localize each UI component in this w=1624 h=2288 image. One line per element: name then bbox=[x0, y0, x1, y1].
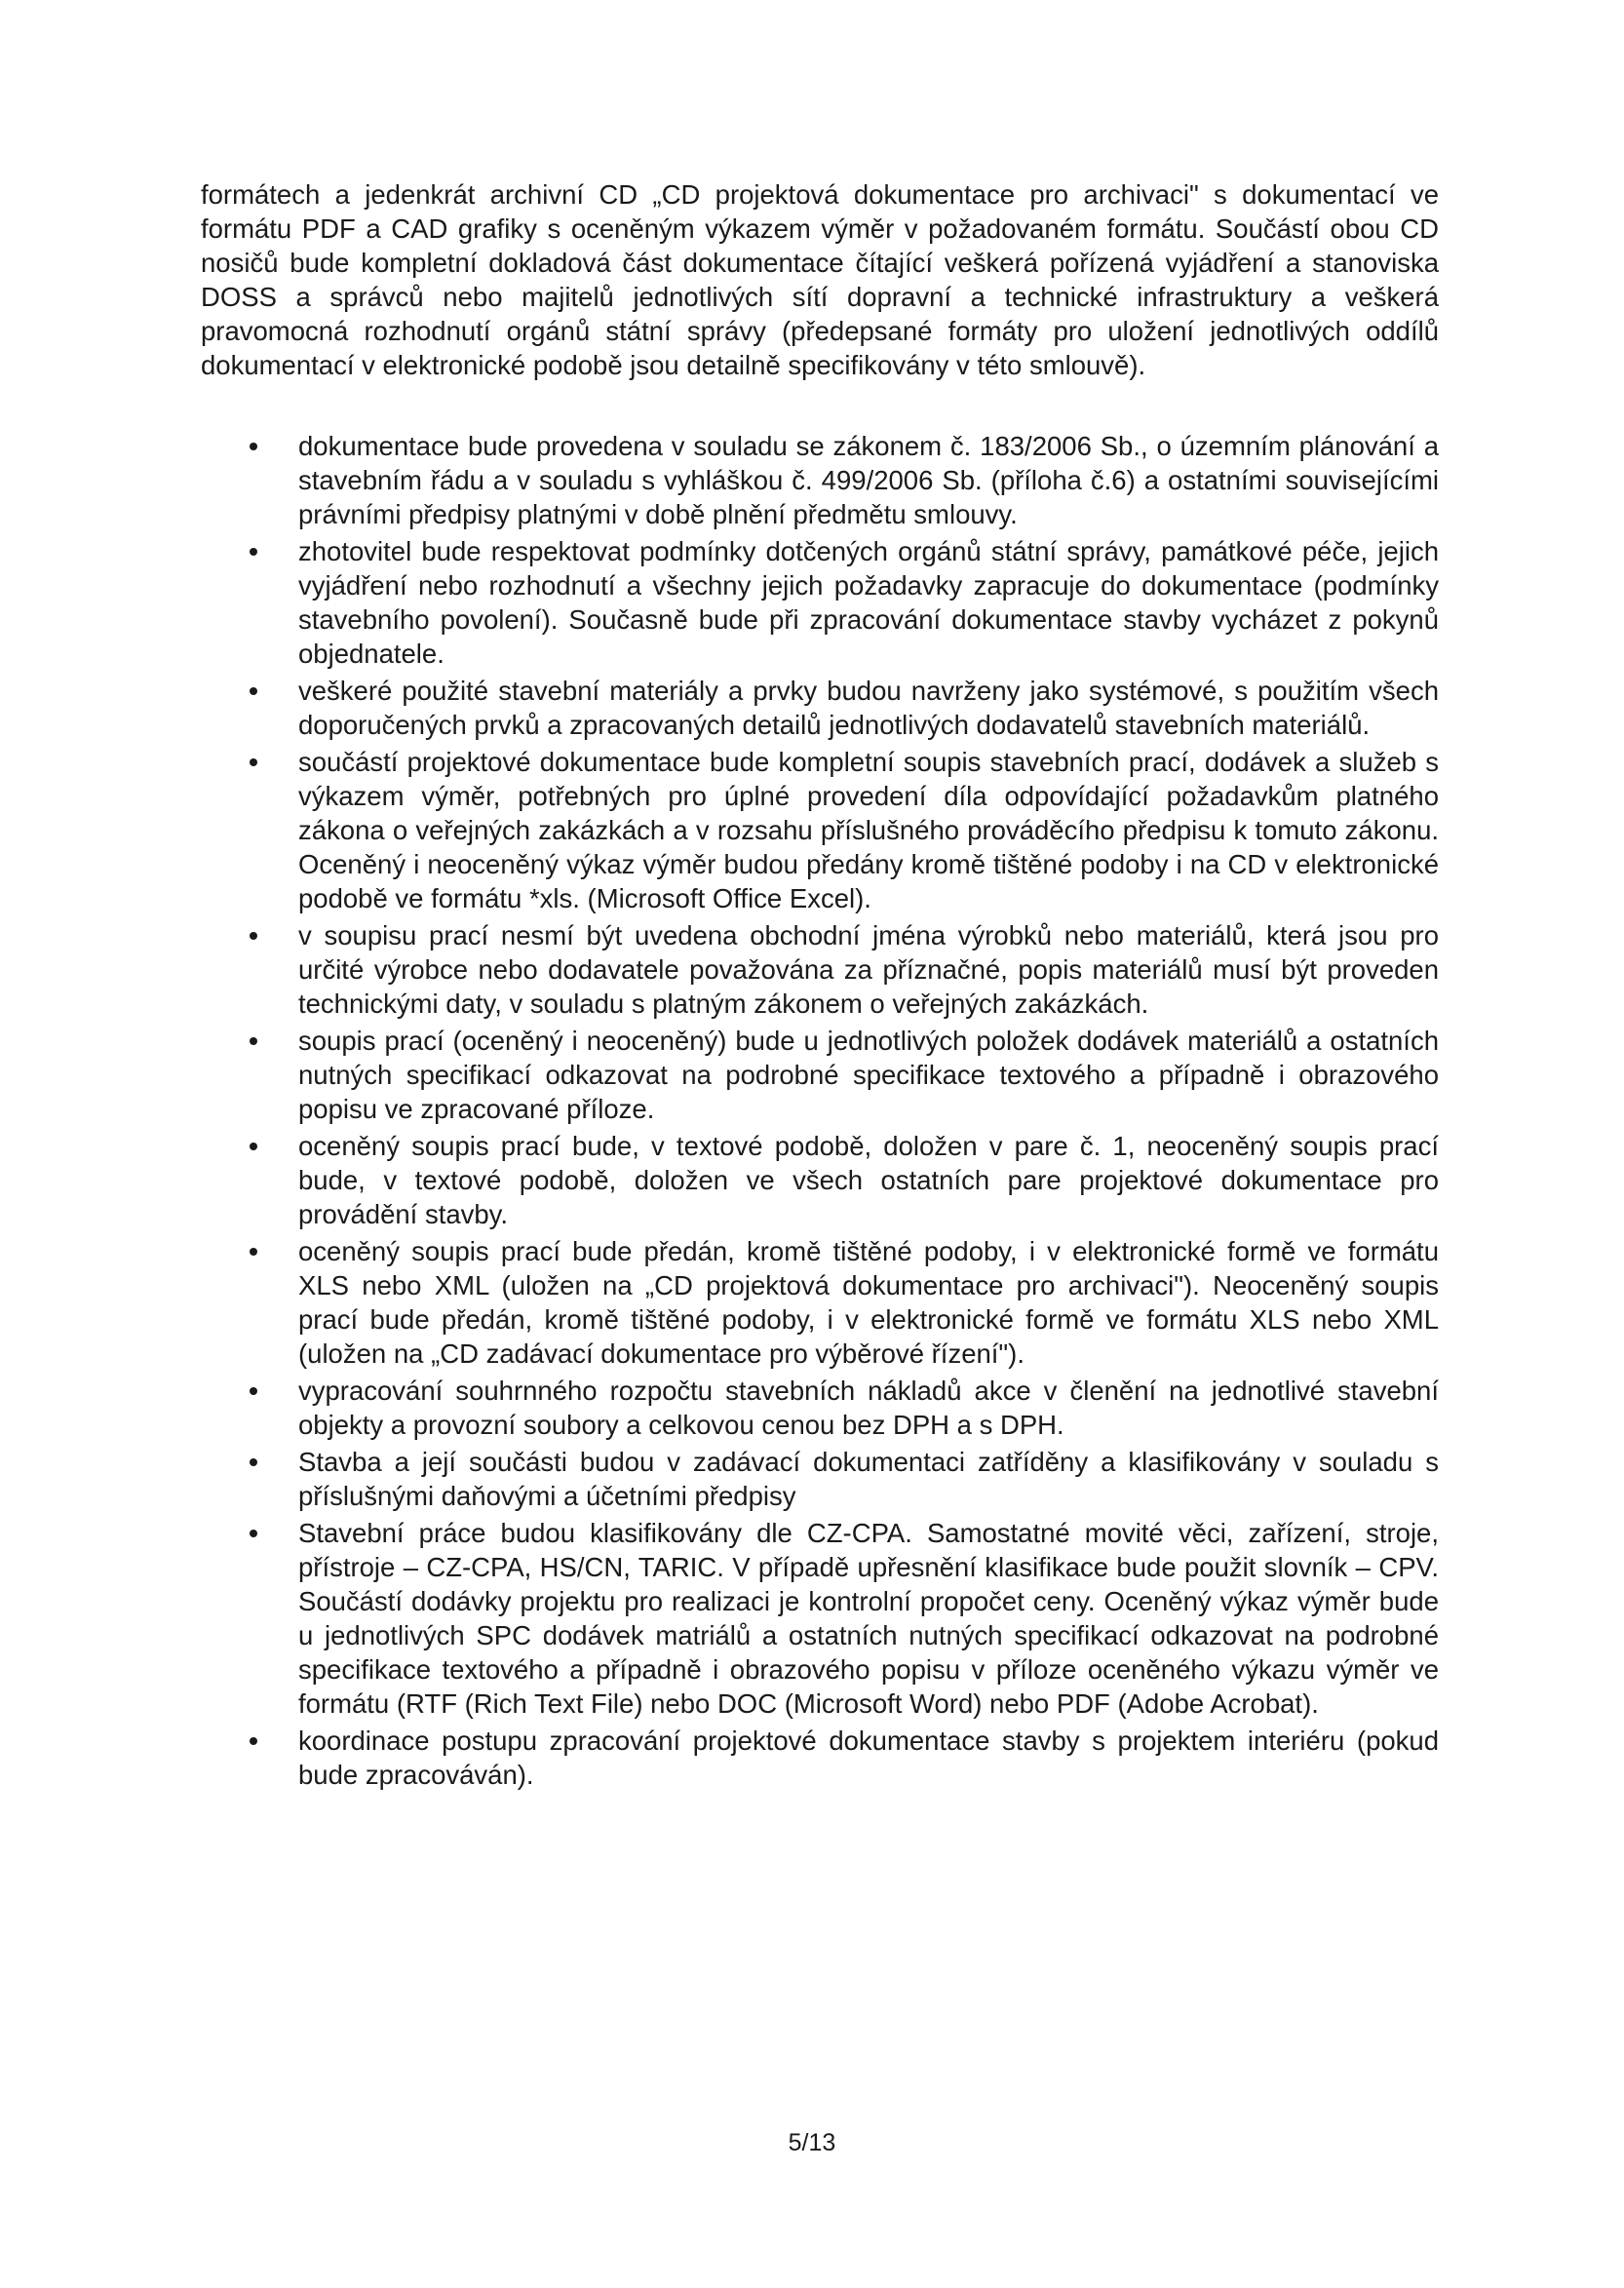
list-item-text: vypracování souhrnného rozpočtu stavebních nákladů akce v členění na jednotlivé stavební objekty a provozní soubory a celkovou cenou bez DPH a s DPH. bbox=[298, 1376, 1439, 1440]
list-item bbox=[201, 674, 1439, 742]
bullet-icon bbox=[250, 548, 257, 556]
list-item-text: oceněný soupis prací bude, v textové podobě, doložen v pare č. 1, neoceněný soupis prací bude, v textové podobě, doložen ve všech ostatních pare projektové dokumentace pro provádění stavby. bbox=[298, 1131, 1439, 1229]
list-item-text: Stavební práce budou klasifikovány dle CZ-CPA. Samostatné movité věci, zařízení, stroje, přístroje – CZ-CPA, HS/CN, TARIC. V případě upřesnění klasifikace bude použit slovník – CPV. Součástí dodávky projektu pro realizaci je kontrolní propočet ceny. Oceněný výkaz výměr bude u jednotlivých SPC dodávek matriálů a ostatních nutných specifikací odkazovat na podrobné specifikace textového a případně i obrazového popisu v příloze oceněného výkazu výměr ve formátu (RTF (Rich Text File) nebo DOC (Microsoft Word) nebo PDF (Adobe Acrobat). bbox=[298, 1518, 1439, 1719]
list-item bbox=[201, 745, 1439, 915]
bullet-icon bbox=[250, 1458, 257, 1466]
bullet-icon bbox=[250, 1530, 257, 1537]
list-item bbox=[201, 534, 1439, 671]
list-item-text: Stavba a její součásti budou v zadávací dokumentaci zatříděny a klasifikovány v souladu s příslušnými daňovými a účetními předpisy bbox=[298, 1447, 1439, 1511]
list-item bbox=[201, 1516, 1439, 1721]
list-item-text: zhotovitel bude respektovat podmínky dotčených orgánů státní správy, památkové péče, jejich vyjádření nebo rozhodnutí a všechny jejich požadavky zapracuje do dokumentace (podmínky stavebního povolení). Současně bude při zpracování dokumentace stavby vycházet z pokynů objednatele. bbox=[298, 536, 1439, 669]
list-item-text: součástí projektové dokumentace bude kompletní soupis stavebních prací, dodávek a služeb s výkazem výměr, potřebných pro úplné provedení díla odpovídající požadavkům platného zákona o veřejných zakázkách a v rozsahu příslušného prováděcího předpisu k tomuto zákonu. Oceněný i neoceněný výkaz výměr budou předány kromě tištěné podoby i na CD v elektronické podobě ve formátu *xls. (Microsoft Office Excel). bbox=[298, 747, 1439, 913]
list-item bbox=[201, 1234, 1439, 1371]
list-item-text: koordinace postupu zpracování projektové dokumentace stavby s projektem interiéru (pokud bude zpracováván). bbox=[298, 1726, 1439, 1790]
list-item bbox=[201, 918, 1439, 1021]
list-item bbox=[201, 1129, 1439, 1231]
list-item bbox=[201, 1024, 1439, 1126]
bullet-icon bbox=[250, 687, 257, 695]
requirements-list bbox=[201, 429, 1439, 1792]
page-content bbox=[201, 177, 1439, 1795]
page-number: 5/13 bbox=[788, 2129, 836, 2156]
bullet-icon bbox=[250, 1037, 257, 1045]
list-item bbox=[201, 1445, 1439, 1513]
list-item-text: veškeré použité stavební materiály a prvky budou navrženy jako systémové, s použitím všech doporučených prvků a zpracovaných detailů jednotlivých dodavatelů stavebních materiálů. bbox=[298, 676, 1439, 740]
intro-paragraph: formátech a jedenkrát archivní CD „CD projektová dokumentace pro archivaci" s dokumentací ve formátu PDF a CAD grafiky s oceněným výkazem výměr v požadovaném formátu. Součástí obou CD nosičů bude kompletní dokladová část dokumentace čítající veškerá pořízená vyjádření a stanoviska DOSS a správců nebo majitelů jednotlivých sítí dopravní a technické infrastruktury a veškerá pravomocná rozhodnutí orgánů státní správy (předepsané formáty pro uložení jednotlivých oddílů dokumentací v elektronické podobě jsou detailně specifikovány v této smlouvě). bbox=[201, 179, 1439, 380]
list-item-text: oceněný soupis prací bude předán, kromě tištěné podoby, i v elektronické formě ve formátu XLS nebo XML (uložen na „CD projektová dokumentace pro archivaci"). Neoceněný soupis prací bude předán, kromě tištěné podoby, i v elektronické formě ve formátu XLS nebo XML (uložen na „CD zadávací dokumentace pro výběrové řízení"). bbox=[298, 1236, 1439, 1369]
bullet-icon bbox=[250, 1737, 257, 1745]
bullet-icon bbox=[250, 443, 257, 450]
list-item bbox=[201, 429, 1439, 531]
bullet-icon bbox=[250, 932, 257, 940]
list-item bbox=[201, 1724, 1439, 1792]
bullet-icon bbox=[250, 1248, 257, 1256]
bullet-icon bbox=[250, 758, 257, 766]
list-item-text: dokumentace bude provedena v souladu se zákonem č. 183/2006 Sb., o územním plánování a stavebním řádu a v souladu s vyhláškou č. 499/2006 Sb. (příloha č.6) a ostatními souvisejícími právními předpisy platnými v době plnění předmětu smlouvy. bbox=[298, 431, 1439, 529]
list-item-text: v soupisu prací nesmí být uvedena obchodní jména výrobků nebo materiálů, která jsou pro určité výrobce nebo dodavatele považována za příznačné, popis materiálů musí být proveden technickými daty, v souladu s platným zákonem o veřejných zakázkách. bbox=[298, 920, 1439, 1019]
bullet-icon bbox=[250, 1143, 257, 1150]
list-item-text: soupis prací (oceněný i neoceněný) bude u jednotlivých položek dodávek materiálů a ostatních nutných specifikací odkazovat na podrobné specifikace textového a případně i obrazového popisu ve zpracované příloze. bbox=[298, 1026, 1439, 1124]
list-item bbox=[201, 1374, 1439, 1442]
bullet-icon bbox=[250, 1387, 257, 1395]
